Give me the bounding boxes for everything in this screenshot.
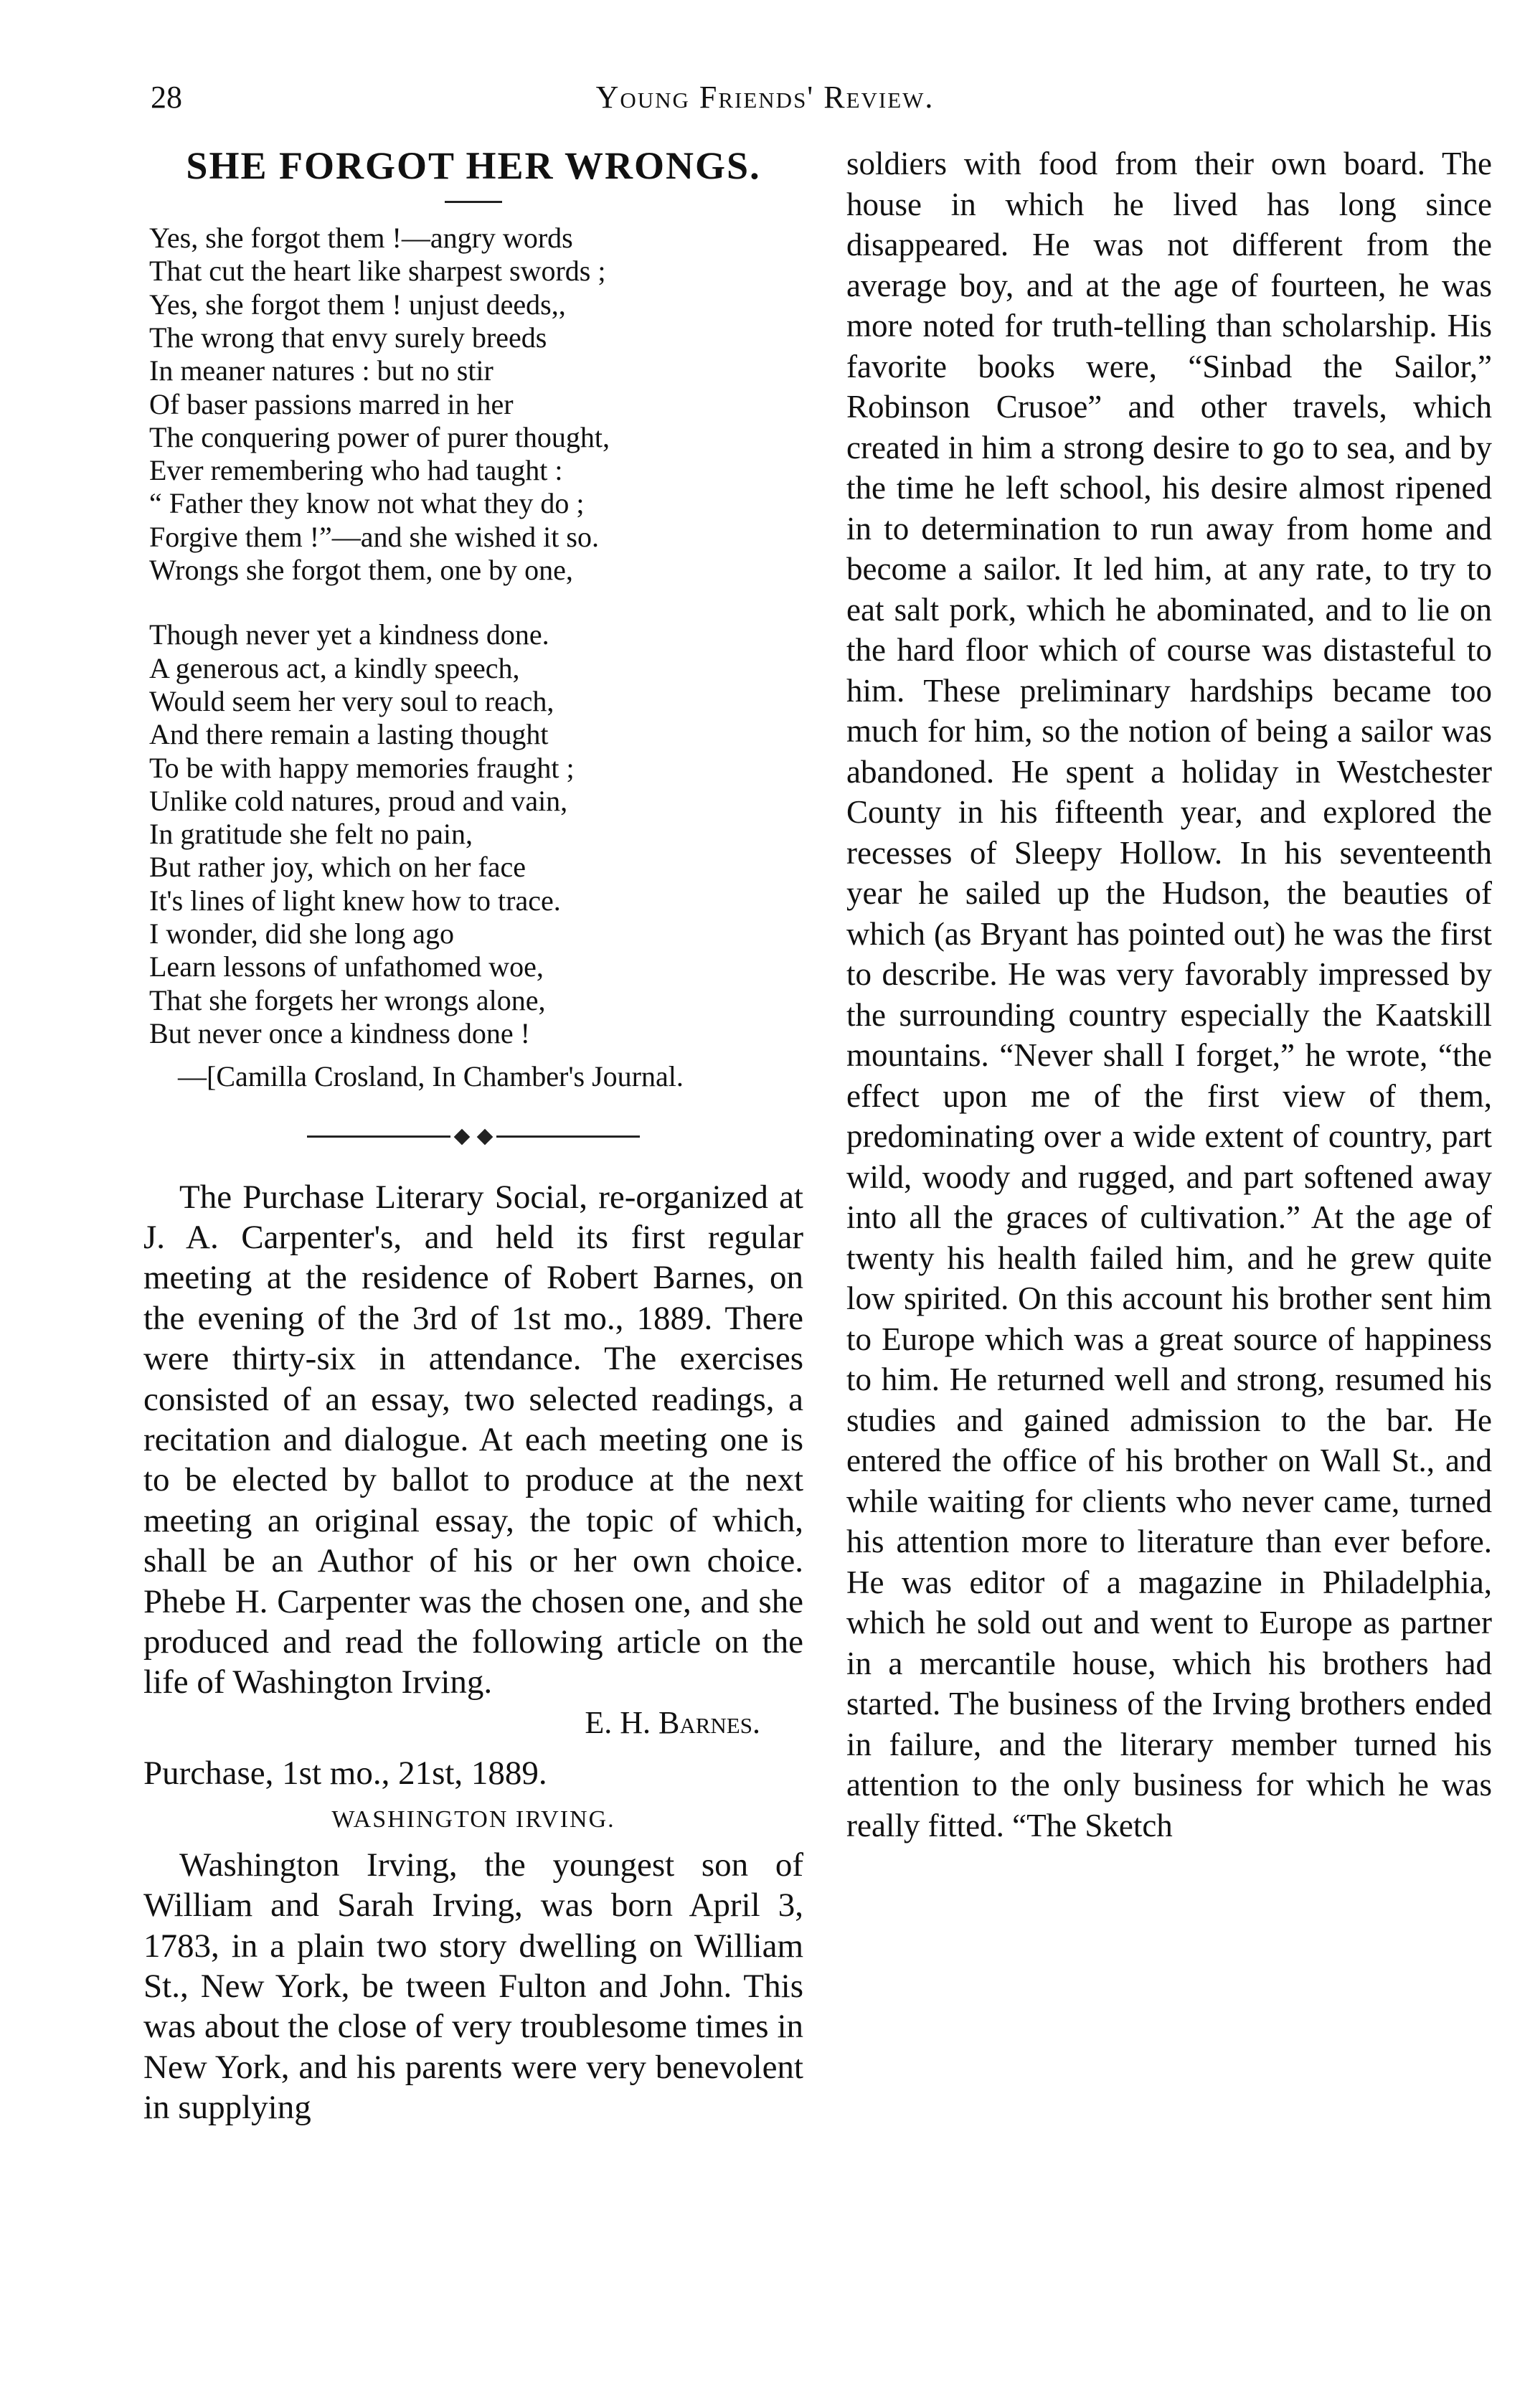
stanza-gap: [149, 587, 803, 618]
poem-line: The wrong that envy surely breeds: [149, 321, 547, 354]
journal-title: Young Friends' Review.: [595, 80, 935, 115]
poem-line: Yes, she forgot them ! unjust deeds,,: [149, 288, 566, 321]
poem-line: Wrongs she forgot them, one by one,: [149, 554, 573, 587]
poem-line: That she forgets her wrongs alone,: [149, 983, 546, 1016]
poem-line: In gratitude she felt no pain,: [149, 818, 473, 851]
poem-attribution: —[Camilla Crosland, In Chamber's Journal.: [178, 1060, 684, 1093]
poem-stanza-1: [149, 222, 803, 587]
poem-line: The conquering power of purer thought,: [149, 420, 610, 453]
poem-line: Ever remembering who had taught :: [149, 454, 563, 487]
poem-body: [149, 222, 803, 1093]
poem-line: In meaner natures : but no stir: [149, 354, 494, 387]
poem-line: “ Father they know not what they do ;: [149, 487, 585, 520]
poem-line: And there remain a lasting thought: [149, 718, 549, 751]
poem-line: Unlike cold natures, proud and vain,: [149, 784, 568, 817]
ornament-diamond: [477, 1128, 494, 1145]
poem-line: Though never yet a kindness done.: [149, 618, 549, 651]
poem-line: Forgive them !”—and she wished it so.: [149, 520, 599, 553]
article-paragraph-right: soldiers with food from their own board. The house in which he lived has long since disappeared. He was not different from the average boy, and at the age of fourteen, he was more noted for truth-telling than scholarship. His favorite books were, “Sinbad the Sailor,” Robinson Crusoe” and other travels, which created in him a strong desire to go to sea, and by the time he left school, his desire almost ripened in to determination to run away from home and become a sailor. It led him, at any rate, to try to eat salt pork, which he abominated, and to lie on the hard floor which of course was distasteful to him. These preliminary hardships became too much for him, so the notion of being a sailor was abandoned. He spent a holiday in Westchester County in his fifteenth year, and explored the recesses of Sleepy Hollow. In his seventeenth year he sailed up the Hudson, the beauties of which (as Bryant has pointed out) he was the first to describe. He was very favorably impressed by the surrounding country especially the Kaatskill mountains. “Never shall I forget,” he wrote, “the effect upon me of the first view of them, predominating over a wide extent of country, part wild, woody and rugged, and part softened away into all the graces of cultivation.” At the age of twenty his health failed him, and he grew quite low spirited. On this account his brother sent him to Europe which was a great source of happiness to him. He returned well and strong, resumed his studies and gained admission to the bar. He entered the office of his brother on Wall St., and while waiting for clients who never came, turned his attention more to literature than ever before. He was editor of a magazine in Philadelphia, which he sold out and went to Europe as partner in a mercantile house, which his brothers had started. The business of the Irving brothers ended in failure, and the literary member turned his attention to the only business for which he was really fitted. “The Sketch: [846, 146, 1492, 1843]
notice-signature: E. H. Barnes.: [585, 1704, 760, 1740]
poem-line: But rather joy, which on her face: [149, 851, 526, 884]
article-paragraph-left: Washington Irving, the youngest son of William and Sarah Irving, was born April 3, 1783, in a plain two story dwelling on William St., New York, be tween Fulton and John. This was about the close of very troublesome times in New York, and his parents were very benevolent in supplying: [143, 1846, 803, 2127]
poem-stanza-2: [149, 618, 803, 1050]
social-notice-paragraph: The Purchase Literary Social, re-organized at J. A. Carpenter's, and held its first regular meeting at the residence of Robert Barnes, on the evening of the 3rd of 1st mo., 1889. There were thirty-six in attendance. The exercises consisted of an essay, two selected readings, a recitation and dialogue. At each meeting one is to be elected by ballot to produce at the next meeting an original essay, the topic of which, shall be an Author of his or her own choice. Phebe H. Carpenter was the chosen one, and she produced and read the following article on the life of Washington Irving.: [143, 1178, 803, 1701]
poem-line: A generous act, a kindly speech,: [149, 651, 520, 684]
poem-line: To be with happy memories fraught ;: [149, 751, 575, 784]
poem-line: Would seem her very soul to reach,: [149, 684, 554, 717]
ornament-diamond: [454, 1128, 471, 1145]
poem-line: But never once a kindness done !: [149, 1016, 530, 1049]
right-column: [846, 143, 1492, 1846]
poem-line: Yes, she forgot them !—angry words: [149, 222, 573, 255]
section-ornament: [143, 1131, 803, 1143]
poem-line: I wonder, did she long ago: [149, 917, 454, 950]
poem-line: It's lines of light knew how to trace.: [149, 884, 561, 917]
poem-line: That cut the heart like sharpest swords ;: [149, 255, 606, 288]
poem-line: Learn lessons of unfathomed woe,: [149, 950, 544, 983]
page-number: 28: [151, 80, 182, 115]
article-heading: WASHINGTON IRVING.: [331, 1805, 615, 1833]
poem-title: SHE FORGOT HER WRONGS.: [186, 144, 761, 187]
poem-line: Of baser passions marred in her: [149, 387, 514, 420]
ornament-rule-right: [496, 1135, 640, 1138]
left-column: [143, 143, 803, 2128]
title-rule: [445, 201, 502, 203]
notice-dateline: Purchase, 1st mo., 21st, 1889.: [143, 1754, 547, 1792]
ornament-rule-left: [307, 1135, 450, 1138]
